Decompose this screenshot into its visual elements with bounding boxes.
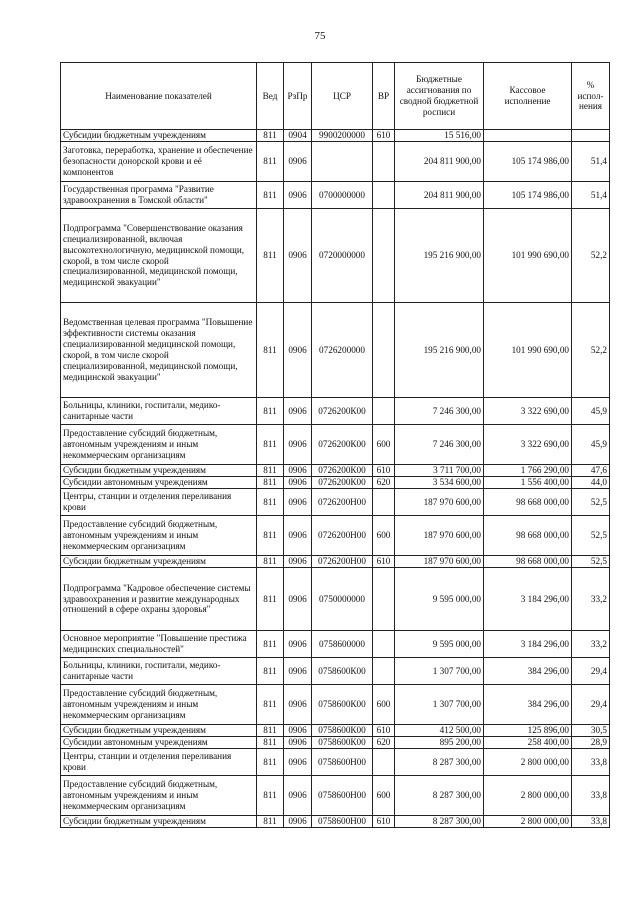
table-row — [61, 749, 610, 776]
row-rzpr: 0906 — [284, 489, 312, 516]
row-ved: 811 — [257, 685, 284, 725]
row-csr: 9900200000 — [312, 130, 373, 142]
row-name: Субсидии бюджетным учреждениям — [61, 130, 257, 142]
row-percent: 47,6 — [572, 465, 610, 477]
row-budget: 187 970 600,00 — [395, 556, 484, 568]
table-row — [61, 425, 610, 465]
row-name: Предоставление субсидий бюджетным, автономным учреждениям и иным некоммерческим организациям — [61, 425, 257, 465]
row-vr — [373, 209, 395, 303]
row-percent: 33,2 — [572, 568, 610, 631]
row-name: Предоставление субсидий бюджетным, автономным учреждениям и иным некоммерческим организациям — [61, 685, 257, 725]
row-vr: 600 — [373, 685, 395, 725]
row-name: Субсидии бюджетным учреждениям — [61, 816, 257, 828]
row-budget: 8 287 300,00 — [395, 816, 484, 828]
table-row — [61, 477, 610, 489]
row-rzpr: 0906 — [284, 398, 312, 425]
row-csr: 0758600Н00 — [312, 816, 373, 828]
table-row — [61, 182, 610, 209]
row-cash: 101 990 690,00 — [484, 209, 572, 303]
row-percent: 52,5 — [572, 489, 610, 516]
row-vr — [373, 398, 395, 425]
row-csr: 0726200Н00 — [312, 489, 373, 516]
table-row — [61, 209, 610, 303]
table-row — [61, 489, 610, 516]
row-budget: 9 595 000,00 — [395, 631, 484, 658]
budget-execution-table — [60, 62, 610, 828]
row-percent: 33,2 — [572, 631, 610, 658]
row-cash: 3 184 296,00 — [484, 568, 572, 631]
row-csr: 0726200К00 — [312, 425, 373, 465]
row-rzpr: 0906 — [284, 749, 312, 776]
header-ved: Вед — [257, 63, 284, 130]
row-csr: 0758600К00 — [312, 685, 373, 725]
row-ved: 811 — [257, 725, 284, 737]
row-budget: 204 811 900,00 — [395, 182, 484, 209]
row-cash: 3 322 690,00 — [484, 425, 572, 465]
row-ved: 811 — [257, 425, 284, 465]
table-row — [61, 142, 610, 182]
row-vr — [373, 303, 395, 398]
row-name: Предоставление субсидий бюджетным, автономным учреждениям и иным некоммерческим организациям — [61, 516, 257, 556]
row-ved: 811 — [257, 816, 284, 828]
row-rzpr: 0906 — [284, 685, 312, 725]
row-cash: 258 400,00 — [484, 737, 572, 749]
row-cash: 384 296,00 — [484, 658, 572, 685]
row-rzpr: 0906 — [284, 556, 312, 568]
row-rzpr: 0906 — [284, 725, 312, 737]
row-percent: 29,4 — [572, 685, 610, 725]
row-vr: 610 — [373, 816, 395, 828]
row-vr — [373, 631, 395, 658]
row-csr: 0726200К00 — [312, 477, 373, 489]
row-rzpr: 0906 — [284, 425, 312, 465]
row-cash: 98 668 000,00 — [484, 489, 572, 516]
table-row — [61, 303, 610, 398]
row-name: Центры, станции и отделения переливания крови — [61, 489, 257, 516]
row-csr: 0720000000 — [312, 209, 373, 303]
row-budget: 7 246 300,00 — [395, 425, 484, 465]
row-percent: 33,8 — [572, 816, 610, 828]
row-name: Больницы, клиники, госпитали, медико-санитарные части — [61, 658, 257, 685]
row-name: Субсидии автономным учреждениям — [61, 477, 257, 489]
row-cash: 1 766 290,00 — [484, 465, 572, 477]
row-percent: 28,9 — [572, 737, 610, 749]
row-name: Предоставление субсидий бюджетным, автономным учреждениям и иным некоммерческим организациям — [61, 776, 257, 816]
table-row — [61, 737, 610, 749]
row-rzpr: 0906 — [284, 142, 312, 182]
row-csr: 0758600К00 — [312, 725, 373, 737]
row-rzpr: 0906 — [284, 303, 312, 398]
header-name: Наименование показателей — [61, 63, 257, 130]
row-percent: 30,5 — [572, 725, 610, 737]
row-rzpr: 0906 — [284, 816, 312, 828]
row-csr: 0758600К00 — [312, 658, 373, 685]
row-name: Основное мероприятие "Повышение престижа медицинских специальностей" — [61, 631, 257, 658]
page-number: 75 — [314, 30, 326, 42]
row-name: Центры, станции и отделения переливания крови — [61, 749, 257, 776]
row-budget: 412 500,00 — [395, 725, 484, 737]
row-cash: 105 174 986,00 — [484, 182, 572, 209]
row-ved: 811 — [257, 749, 284, 776]
row-rzpr: 0906 — [284, 737, 312, 749]
row-csr: 0726200К00 — [312, 465, 373, 477]
row-percent: 33,8 — [572, 749, 610, 776]
row-csr: 0726200Н00 — [312, 516, 373, 556]
row-vr — [373, 142, 395, 182]
row-ved: 811 — [257, 568, 284, 631]
row-vr: 620 — [373, 477, 395, 489]
row-rzpr: 0906 — [284, 631, 312, 658]
row-rzpr: 0906 — [284, 465, 312, 477]
row-budget: 204 811 900,00 — [395, 142, 484, 182]
row-budget: 195 216 900,00 — [395, 303, 484, 398]
row-vr: 620 — [373, 737, 395, 749]
row-name: Ведомственная целевая программа "Повышение эффективности системы оказания специализированной медицинской помощи, скорой, в том числе скорой специализированной, медицинской помощи, медицинской эвакуации" — [61, 303, 257, 398]
header-rzpr: РзПр — [284, 63, 312, 130]
row-csr: 0758600000 — [312, 631, 373, 658]
row-percent: 51,4 — [572, 182, 610, 209]
row-name: Государственная программа "Развитие здравоохранения в Томской области" — [61, 182, 257, 209]
row-csr: 0758600К00 — [312, 737, 373, 749]
row-rzpr: 0906 — [284, 516, 312, 556]
row-budget: 895 200,00 — [395, 737, 484, 749]
header-csr: ЦСР — [312, 63, 373, 130]
row-cash: 3 184 296,00 — [484, 631, 572, 658]
row-ved: 811 — [257, 658, 284, 685]
row-ved: 811 — [257, 182, 284, 209]
row-vr: 610 — [373, 130, 395, 142]
row-ved: 811 — [257, 465, 284, 477]
row-name: Больницы, клиники, госпитали, медико-санитарные части — [61, 398, 257, 425]
row-csr: 0700000000 — [312, 182, 373, 209]
table-row — [61, 465, 610, 477]
row-vr: 600 — [373, 516, 395, 556]
row-budget: 7 246 300,00 — [395, 398, 484, 425]
row-vr — [373, 568, 395, 631]
row-ved: 811 — [257, 631, 284, 658]
row-rzpr: 0906 — [284, 477, 312, 489]
row-budget: 187 970 600,00 — [395, 489, 484, 516]
row-ved: 811 — [257, 776, 284, 816]
row-cash: 2 800 000,00 — [484, 816, 572, 828]
row-vr: 600 — [373, 776, 395, 816]
row-percent: 52,2 — [572, 303, 610, 398]
table-row — [61, 516, 610, 556]
row-rzpr: 0906 — [284, 658, 312, 685]
table-row — [61, 776, 610, 816]
row-rzpr: 0906 — [284, 182, 312, 209]
row-ved: 811 — [257, 737, 284, 749]
row-vr — [373, 658, 395, 685]
table-row — [61, 658, 610, 685]
row-name: Субсидии автономным учреждениям — [61, 737, 257, 749]
row-ved: 811 — [257, 489, 284, 516]
row-name: Подпрограмма "Совершенствование оказания специализированной, включая высокотехнологичную, медицинской помощи, скорой, в том числе скорой специализированной, медицинской помощи, медицинской эвакуации" — [61, 209, 257, 303]
row-vr: 610 — [373, 556, 395, 568]
row-csr: 0726200К00 — [312, 398, 373, 425]
row-budget: 1 307 700,00 — [395, 685, 484, 725]
row-percent: 45,9 — [572, 425, 610, 465]
row-name: Подпрограмма "Кадровое обеспечение системы здравоохранения и развитие международных отношений в сфере охраны здоровья" — [61, 568, 257, 631]
row-vr: 600 — [373, 425, 395, 465]
row-percent: 44,0 — [572, 477, 610, 489]
table-row — [61, 725, 610, 737]
row-ved: 811 — [257, 130, 284, 142]
row-cash: 2 800 000,00 — [484, 749, 572, 776]
row-cash: 384 296,00 — [484, 685, 572, 725]
row-percent: 51,4 — [572, 142, 610, 182]
row-ved: 811 — [257, 398, 284, 425]
row-cash: 98 668 000,00 — [484, 556, 572, 568]
row-budget: 9 595 000,00 — [395, 568, 484, 631]
row-cash: 125 896,00 — [484, 725, 572, 737]
row-csr: 0750000000 — [312, 568, 373, 631]
row-budget: 15 516,00 — [395, 130, 484, 142]
row-cash — [484, 130, 572, 142]
table-body — [61, 130, 610, 828]
header-percent: % испол-нения — [572, 63, 610, 130]
row-percent: 45,9 — [572, 398, 610, 425]
row-name: Субсидии бюджетным учреждениям — [61, 556, 257, 568]
row-vr — [373, 749, 395, 776]
row-budget: 3 711 700,00 — [395, 465, 484, 477]
row-rzpr: 0906 — [284, 776, 312, 816]
row-rzpr: 0906 — [284, 209, 312, 303]
row-ved: 811 — [257, 142, 284, 182]
row-percent: 52,2 — [572, 209, 610, 303]
row-ved: 811 — [257, 209, 284, 303]
row-name: Субсидии бюджетным учреждениям — [61, 725, 257, 737]
row-csr — [312, 142, 373, 182]
row-budget: 8 287 300,00 — [395, 776, 484, 816]
row-ved: 811 — [257, 556, 284, 568]
header-budget: Бюджетные ассигнования по сводной бюджетной росписи — [395, 63, 484, 130]
row-budget: 3 534 600,00 — [395, 477, 484, 489]
row-csr: 0758600Н00 — [312, 776, 373, 816]
table-row — [61, 556, 610, 568]
header-cash: Кассовое исполнение — [484, 63, 572, 130]
row-cash: 105 174 986,00 — [484, 142, 572, 182]
row-vr: 610 — [373, 725, 395, 737]
row-budget: 195 216 900,00 — [395, 209, 484, 303]
row-rzpr: 0906 — [284, 568, 312, 631]
table-row — [61, 631, 610, 658]
table-row — [61, 130, 610, 142]
row-csr: 0758600Н00 — [312, 749, 373, 776]
table-row — [61, 568, 610, 631]
row-percent — [572, 130, 610, 142]
row-rzpr: 0904 — [284, 130, 312, 142]
row-percent: 33,8 — [572, 776, 610, 816]
row-cash: 2 800 000,00 — [484, 776, 572, 816]
table-row — [61, 685, 610, 725]
row-percent: 52,5 — [572, 556, 610, 568]
row-cash: 101 990 690,00 — [484, 303, 572, 398]
row-ved: 811 — [257, 477, 284, 489]
row-ved: 811 — [257, 303, 284, 398]
table-header-row — [61, 63, 610, 130]
row-budget: 1 307 700,00 — [395, 658, 484, 685]
row-vr — [373, 182, 395, 209]
row-name: Заготовка, переработка, хранение и обеспечение безопасности донорской крови и её компонентов — [61, 142, 257, 182]
row-csr: 0726200000 — [312, 303, 373, 398]
row-percent: 52,5 — [572, 516, 610, 556]
row-cash: 1 556 400,00 — [484, 477, 572, 489]
row-ved: 811 — [257, 516, 284, 556]
row-budget: 187 970 600,00 — [395, 516, 484, 556]
row-cash: 3 322 690,00 — [484, 398, 572, 425]
row-csr: 0726200Н00 — [312, 556, 373, 568]
row-vr: 610 — [373, 465, 395, 477]
header-vr: ВР — [373, 63, 395, 130]
row-vr — [373, 489, 395, 516]
row-percent: 29,4 — [572, 658, 610, 685]
row-cash: 98 668 000,00 — [484, 516, 572, 556]
table-row — [61, 816, 610, 828]
row-budget: 8 287 300,00 — [395, 749, 484, 776]
row-name: Субсидии бюджетным учреждениям — [61, 465, 257, 477]
table-row — [61, 398, 610, 425]
